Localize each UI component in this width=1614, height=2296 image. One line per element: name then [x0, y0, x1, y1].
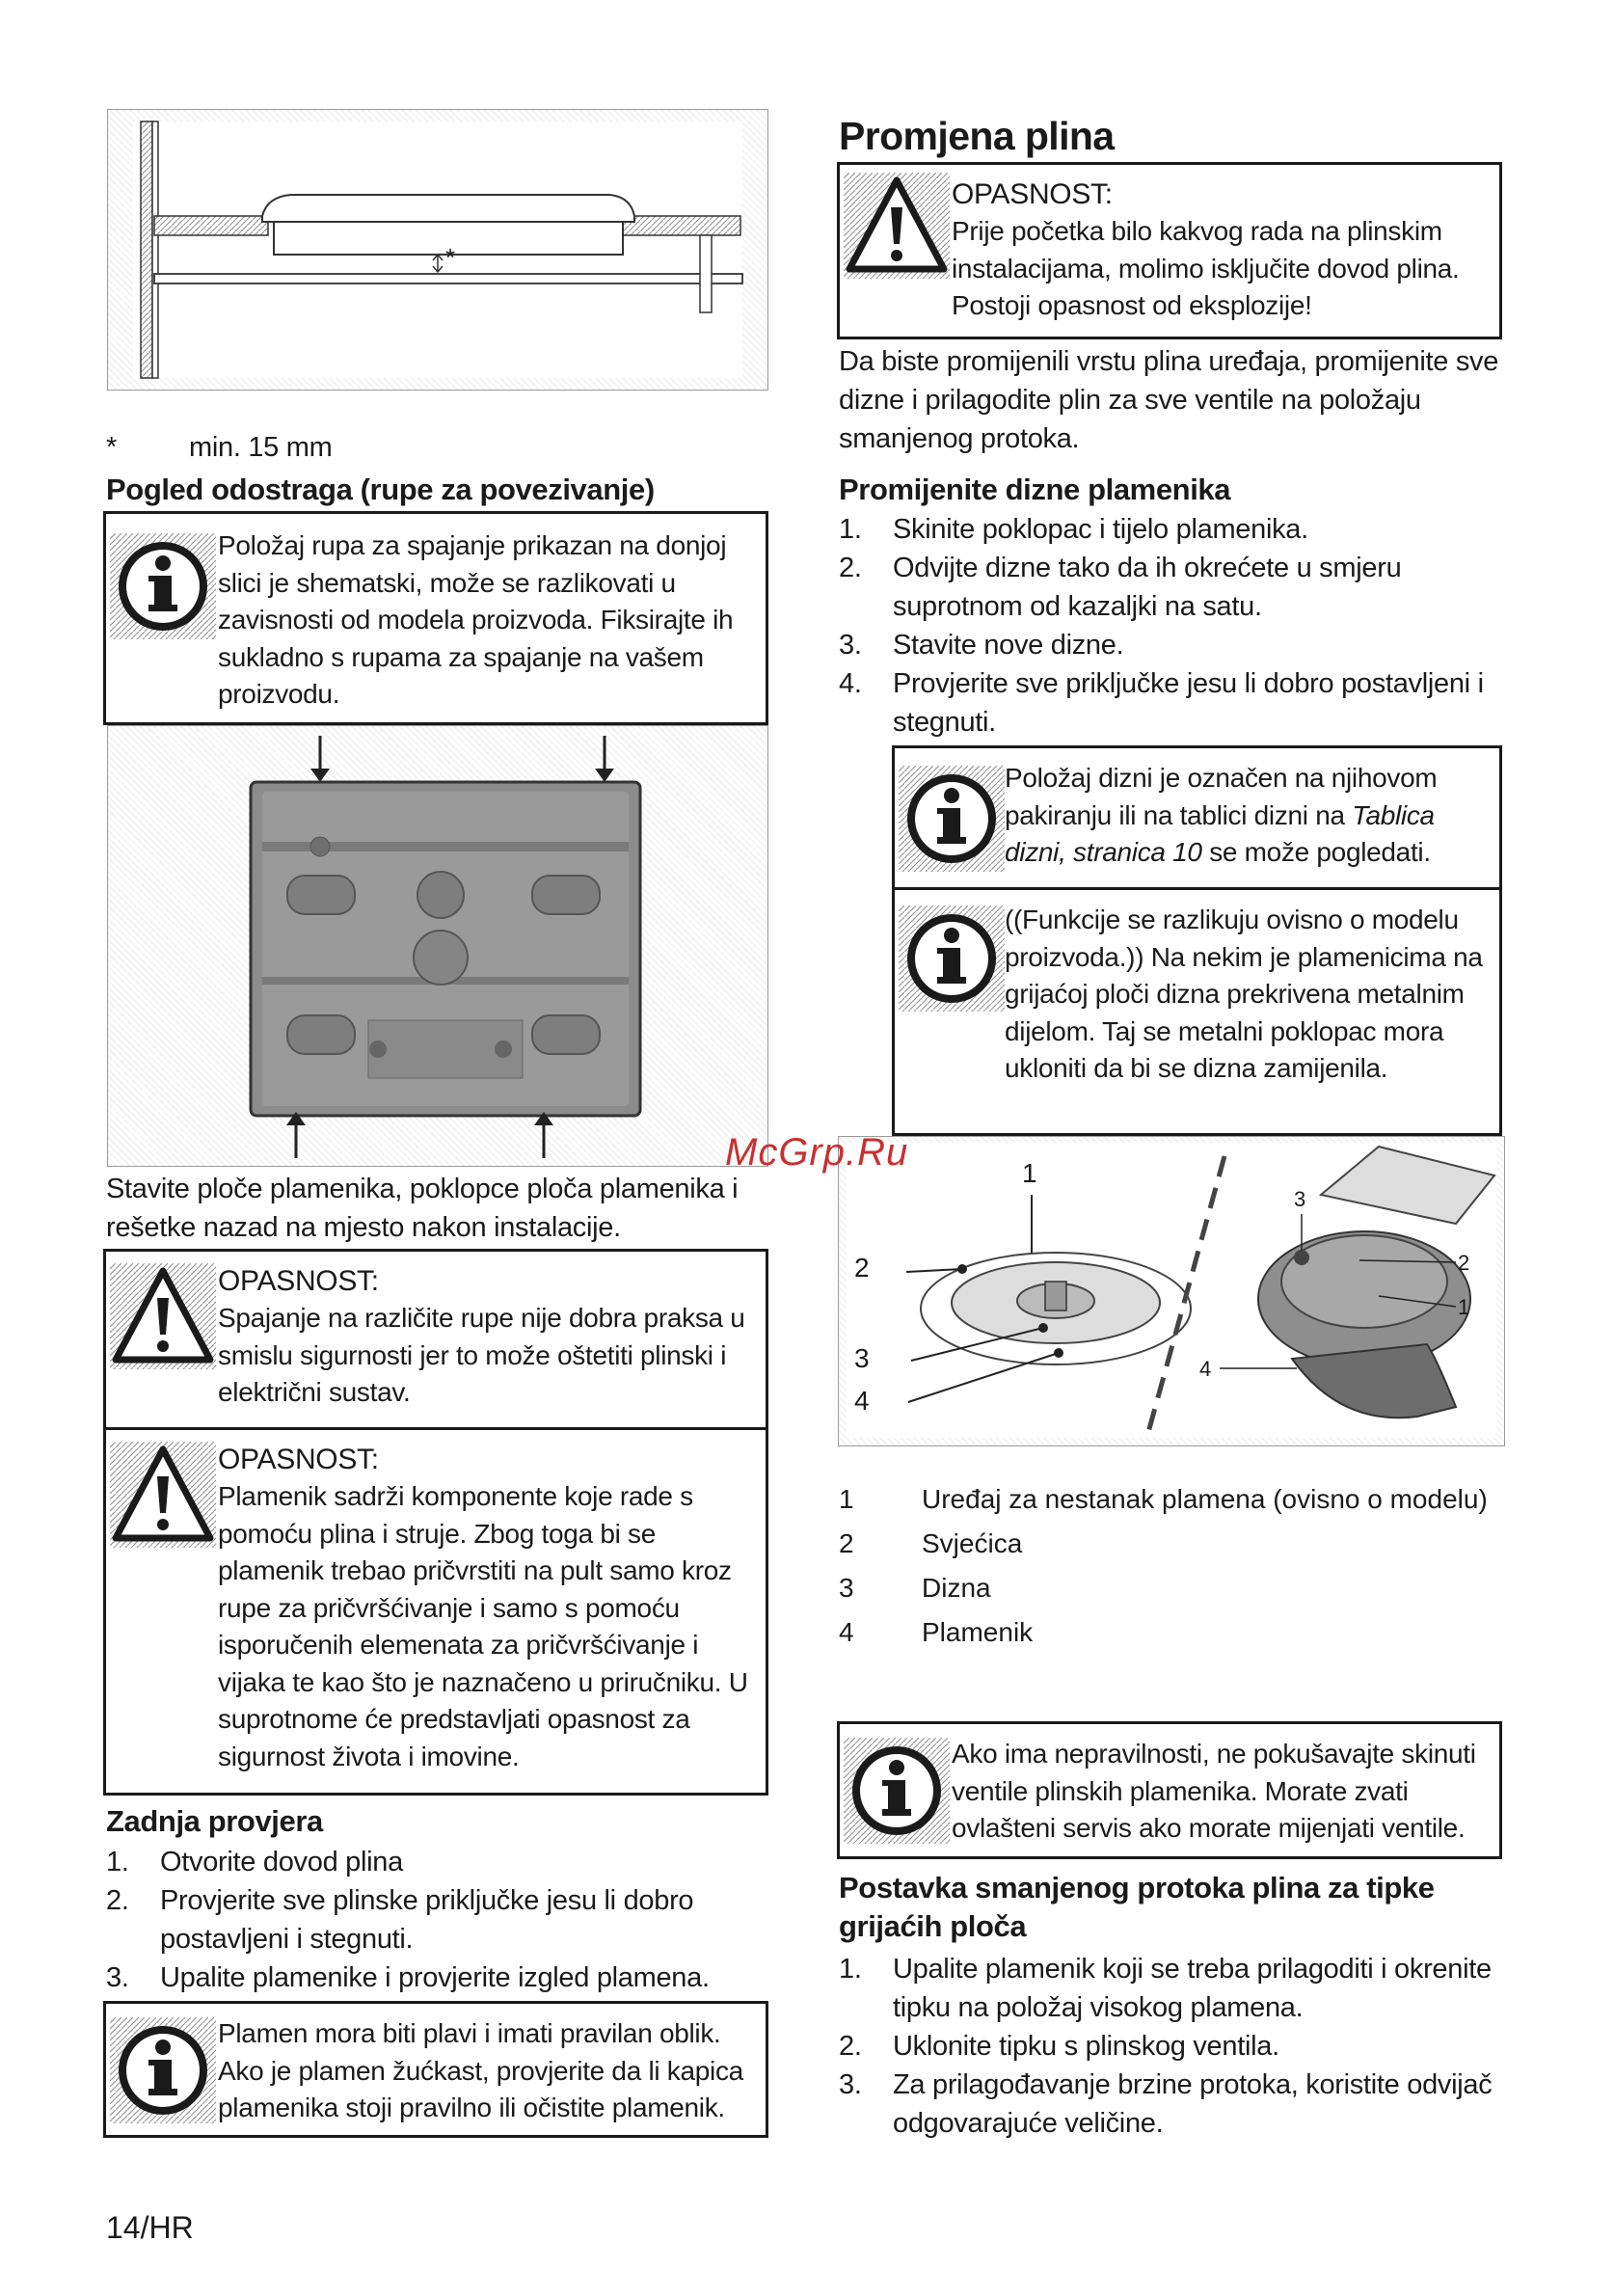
info-box-flame-check [103, 2001, 768, 2138]
page-number: 14/HR [106, 2210, 194, 2245]
info-box-valves-text: Ako ima nepravilnosti, ne pokušavajte skinuti ventile plinskih plamenika. Morate zvati ovlašteni servis ako morate mijenjati ventile. [952, 1739, 1476, 1843]
info-icon [844, 1738, 950, 1844]
rear-view-figure [107, 725, 768, 1167]
info-icon [110, 533, 216, 639]
info-box-connection-holes [103, 511, 768, 725]
info-box-connection-holes-text: Položaj rupa za spajanje prikazan na donjoj slici je shematski, može se razlikovati u zavisnosti od modela proizvoda. Fiksirajte ih sukladno s rupama za spajanje na vašem proizvodu. [218, 530, 734, 709]
warning-box-burner-mounting [103, 1427, 768, 1796]
footnote-text: min. 15 mm [189, 432, 333, 463]
final-check-heading: Zadnja provjera [106, 1804, 323, 1838]
info-box-nozzle-position-text: Položaj dizni je označen na njihovom pakiranju ili na tablici dizni na Tablica dizni, stranica 10 se može pogledati. [1005, 763, 1438, 867]
figure-label: 3 [1294, 1187, 1306, 1211]
after-install-text: Stavite ploče plamenika, poklopce ploča plamenika i rešetke nazad na mjesto nakon instalacije. [106, 1174, 739, 1243]
watermark: McGrp.Ru [725, 1131, 909, 1174]
page-title: Promjena plina [839, 114, 1115, 158]
cross-section-marker: * [445, 243, 456, 272]
info-box-nozzle-position [892, 745, 1502, 890]
reduced-flow-heading: Postavka smanjenog protoka plina za tipke grijaćih ploča [839, 1871, 1435, 1943]
info-box-valves [837, 1721, 1502, 1859]
hob-cross-section-figure [107, 109, 768, 391]
info-box-metal-cover-text: ((Funkcije se razlikuju ovisno o modelu proizvoda.)) Na nekim je plamenicima na grijaćoj ploči dizna prekrivena metalnim dijelom. Taj se metalni poklopac mora ukloniti da bi se dizna zamijenila. [1005, 905, 1483, 1083]
figure-label: 1 [1022, 1158, 1037, 1188]
warning-box-gas-supply-text: Prije početka bilo kakvog rada na plinskim instalacijama, molimo isključite dovod plina. Postoji opasnost od eksplozije! [952, 216, 1460, 320]
list-item: 2. Provjerite sve plinske priključke jesu li dobro postavljeni i stegnuti. [106, 1885, 694, 1955]
final-check-steps [106, 1843, 771, 1997]
burner-parts-figure [838, 1136, 1505, 1446]
warning-box-gas-supply [837, 162, 1502, 339]
info-box-flame-check-text: Plamen mora biti plavi i imati pravilan oblik. Ako je plamen žućkast, provjerite da li kapica plamenika stoji pravilno ili očistite plamenik. [218, 2018, 743, 2122]
warning-title: OPASNOST: [218, 1444, 379, 1475]
warning-box-different-holes [103, 1249, 768, 1430]
list-item: 2. Odvijte dizne tako da ih okrećete u smjeru suprotnom od kazaljki na satu. [839, 553, 1402, 622]
nozzles-steps [839, 510, 1509, 742]
warning-title: OPASNOST: [952, 178, 1113, 210]
warning-icon [844, 173, 950, 279]
list-item: 2. Uklonite tipku s plinskog ventila. [839, 2031, 1279, 2062]
warning-title: OPASNOST: [218, 1265, 379, 1297]
warning-icon [110, 1442, 216, 1548]
nozzle-table-reference: Tablica dizni, stranica 10 [1005, 799, 1435, 867]
footnote-mark: * [106, 432, 117, 463]
figure-label: 1 [1458, 1295, 1470, 1319]
warning-box-burner-mounting-text: Plamenik sadrži komponente koje rade s pomoću plina i struje. Zbog toga bi se plamenik trebao pričvrstiti na pult samo kroz rupe za pričvršćivanje i samo s pomoću isporučenih elemenata za pričvršćivanje i vijaka te kao što je naznačeno u priručniku. U suprotnome će predstavljati opasnost za sigurnost života i imovine. [218, 1481, 748, 1771]
list-item: 3. Upalite plamenike i provjerite izgled plamena. [106, 1962, 710, 1993]
reduced-flow-steps [839, 1950, 1509, 2143]
info-icon [899, 766, 1005, 872]
figure-label: 3 [854, 1343, 870, 1373]
warning-box-different-holes-text: Spajanje na različite rupe nije dobra praksa u smislu sigurnosti jer to može oštetiti plinski i električni sustav. [218, 1303, 745, 1407]
figure-label: 4 [1199, 1357, 1212, 1381]
list-item: 3. Stavite nove dizne. [839, 630, 1124, 661]
rear-view-heading: Pogled odostraga (rupe za povezivanje) [106, 473, 655, 506]
list-item: 3. Za prilagođavanje brzine protoka, koristite odvijač odgovarajuće veličine. [839, 2069, 1493, 2139]
list-item: 4. Provjerite sve priključke jesu li dobro postavljeni i stegnuti. [839, 668, 1484, 738]
info-icon [899, 905, 1005, 1012]
list-item: 1. Upalite plamenik koji se treba prilagoditi i okrenite tipku na položaj visokog plamena. [839, 1954, 1492, 2023]
figure-label: 4 [854, 1386, 870, 1416]
figure-label: 2 [1458, 1251, 1470, 1275]
list-item: 1. Skinite poklopac i tijelo plamenika. [839, 514, 1308, 545]
nozzles-heading: Promijenite dizne plamenika [839, 473, 1231, 506]
info-icon [110, 2017, 216, 2123]
info-box-metal-cover [892, 887, 1502, 1136]
gas-change-intro: Da biste promijenili vrstu plina uređaja, promijenite sve dizne i prilagodite plin za sve ventile na položaju smanjenog protoka. [839, 346, 1499, 454]
list-item: 1. Otvorite dovod plina [106, 1847, 403, 1877]
warning-icon [110, 1263, 216, 1369]
figure-label: 2 [854, 1253, 870, 1283]
